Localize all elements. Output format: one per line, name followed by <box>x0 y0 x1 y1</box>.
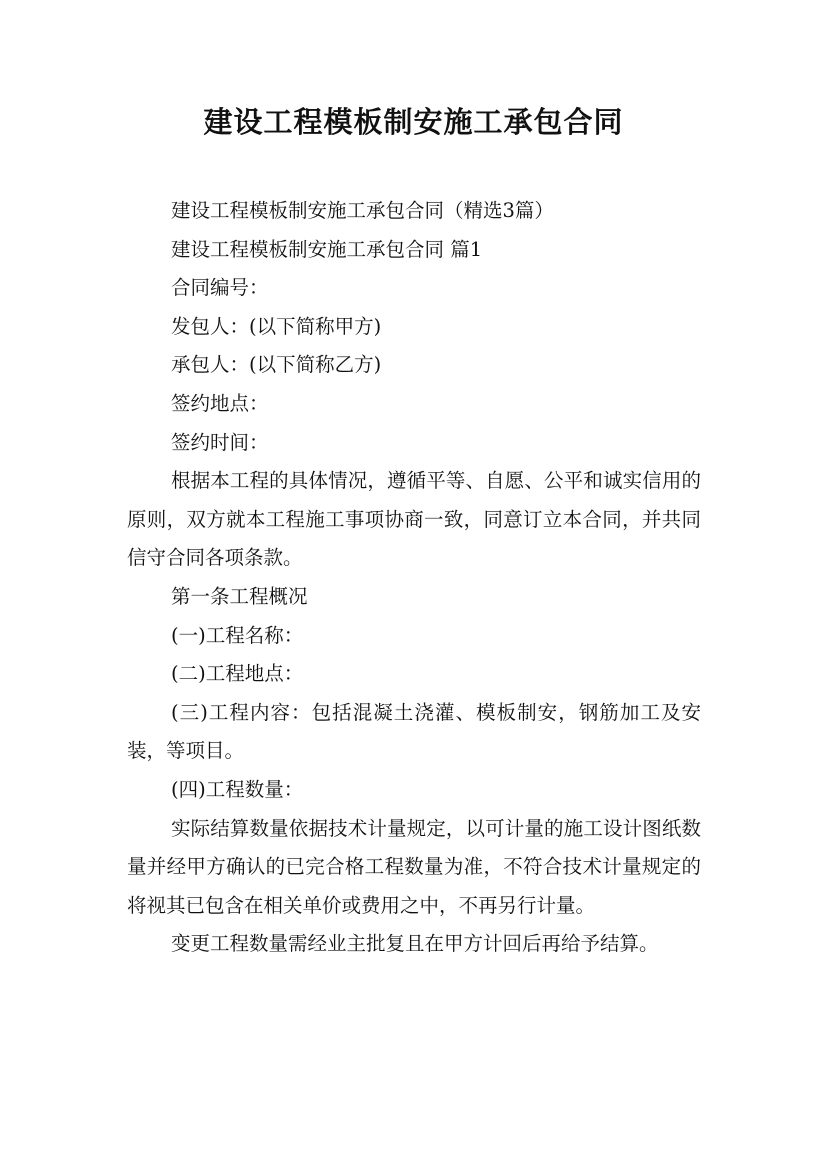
paragraph-preamble: 根据本工程的具体情况，遵循平等、自愿、公平和诚实信用的原则，双方就本工程施工事项协商一致，同意订立本合同，并共同信守合同各项条款。 <box>127 469 701 570</box>
paragraph-section-heading: 建设工程模板制安施工承包合同 篇1 <box>171 237 483 261</box>
paragraph-article-one: 第一条工程概况 <box>171 584 308 608</box>
paragraph-project-content: (三)工程内容：包括混凝土浇灌、模板制安，钢筋加工及安装，等项目。 <box>127 700 701 763</box>
paragraph-signing-time: 签约时间： <box>171 430 269 454</box>
paragraph-contract-number: 合同编号： <box>171 276 269 300</box>
paragraph-employer: 发包人：(以下简称甲方) <box>171 314 382 338</box>
paragraph-contractor: 承包人：(以下简称乙方) <box>171 353 382 377</box>
paragraph-project-location: (二)工程地点： <box>171 662 304 686</box>
paragraph-project-name: (一)工程名称： <box>171 623 304 647</box>
paragraph-project-quantity: (四)工程数量： <box>171 777 304 801</box>
paragraph-settlement-rule: 实际结算数量依据技术计量规定，以可计量的施工设计图纸数量并经甲方确认的已完合格工程数量为准，不符合技术计量规定的将视其已包含在相关单价或费用之中，不再另行计量。 <box>127 816 701 917</box>
paragraph-subtitle: 建设工程模板制安施工承包合同（精选3篇） <box>171 199 554 222</box>
document-body <box>127 192 701 964</box>
document-title: 建设工程模板制安施工承包合同 <box>203 105 624 139</box>
paragraph-change-rule: 变更工程数量需经业主批复且在甲方计回后再给予结算。 <box>171 932 659 956</box>
paragraph-signing-place: 签约地点： <box>171 391 269 415</box>
